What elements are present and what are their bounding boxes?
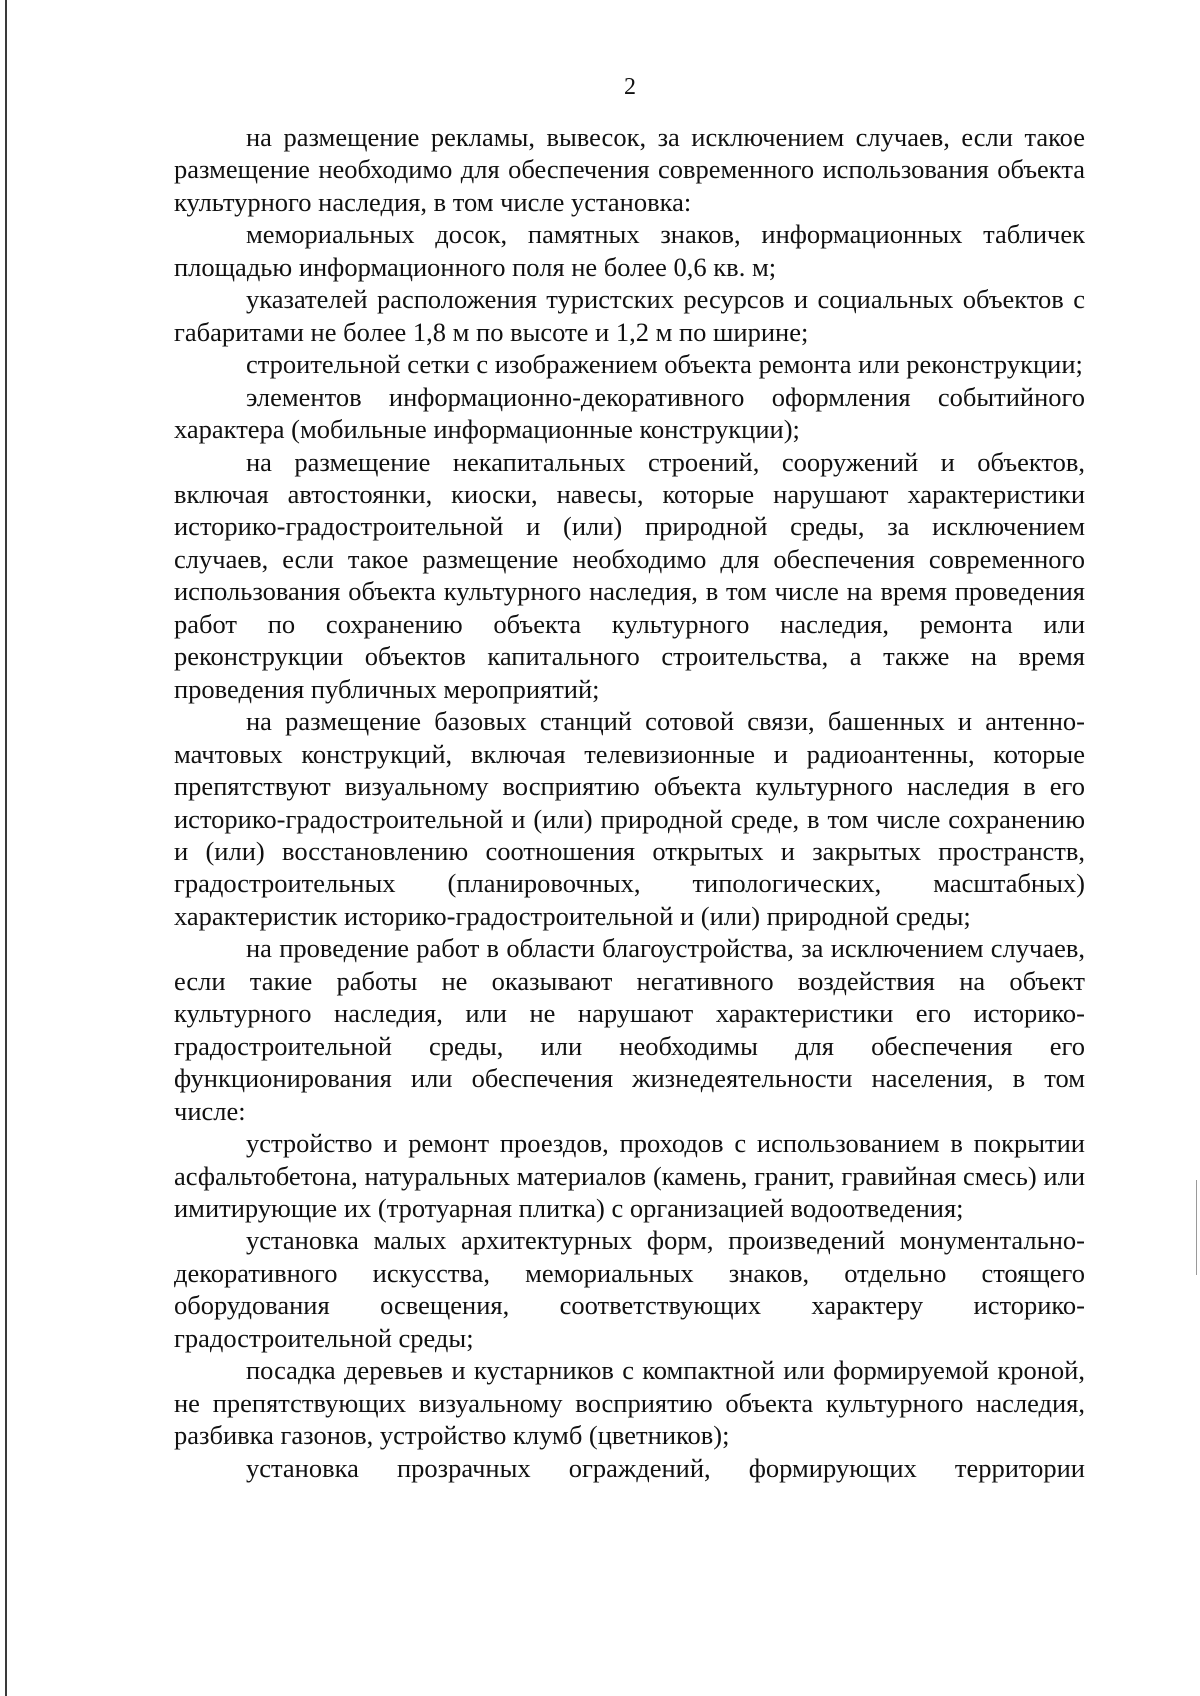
paragraph: на размещение базовых станций сотовой связи, башенных и антенно-мачтовых конструкций, включая телевизионные и радиоантенны, которые препятствуют визуальному восприятию объекта культурного наследия в его историко-градостроительной и (или) природной среде, в том числе сохранению и (или) восстановлению соотношения открытых и закрытых пространств, градостроительных (планировочных, типологических, масштабных) характеристик историко-градостроительной и (или) природной среды; [174,706,1085,931]
paragraph: указателей расположения туристских ресурсов и социальных объектов с габаритами не более 1,8 м по высоте и 1,2 м по ширине; [174,284,1085,347]
paragraph: устройство и ремонт проездов, проходов с использованием в покрытии асфальтобетона, натуральных материалов (камень, гранит, гравийная смесь) или имитирующие их (тротуарная плитка) с организацией водоотведения; [174,1128,1085,1223]
paragraph: элементов информационно-декоративного оформления событийного характера (мобильные информационные конструкции); [174,381,1085,445]
paragraph: на размещение некапитальных строений, сооружений и объектов, включая автостоянки, киоски, навесы, которые нарушают характеристики историко-градостроительной и (или) природной среды, за исключением случаев, если такое размещение необходимо для обеспечения современного использования объекта культурного наследия, в том числе на время проведения работ по сохранению объекта культурного наследия, ремонта или реконструкции объектов капитального строительства, а также на время проведения публичных мероприятий; [174,446,1085,704]
scan-edge-left [5,0,7,1696]
paragraph: установка прозрачных ограждений, формирующих территории [246,1452,1085,1483]
paragraph: на проведение работ в области благоустройства, за исключением случаев, если такие работы не оказывают негативного воздействия на объект культурного наследия, или не нарушают характеристики его историко-градостроительной среды, или необходимы для обеспечения его функционирования или обеспечения жизнедеятельности населения, в том числе: [174,933,1085,1126]
body-text [174,121,1085,1484]
paragraph: строительной сетки с изображением объекта ремонта или реконструкции; [246,349,1083,380]
paragraph: на размещение рекламы, вывесок, за исключением случаев, если такое размещение необходимо для обеспечения современного использования объекта культурного наследия, в том числе установка: [174,122,1085,217]
page-number: 2 [624,74,636,100]
scan-edge-right [1196,1180,1197,1275]
paragraph: установка малых архитектурных форм, произведений монументально-декоративного искусства, мемориальных знаков, отдельно стоящего оборудования освещения, соответствующих характеру историко-градостроительной среды; [174,1225,1085,1353]
paragraph: мемориальных досок, памятных знаков, информационных табличек площадью информационного поля не более 0,6 кв. м; [174,219,1085,282]
paragraph: посадка деревьев и кустарников с компактной или формируемой кроной, не препятствующих визуальному восприятию объекта культурного наследия, разбивка газонов, устройство клумб (цветников); [174,1355,1085,1451]
